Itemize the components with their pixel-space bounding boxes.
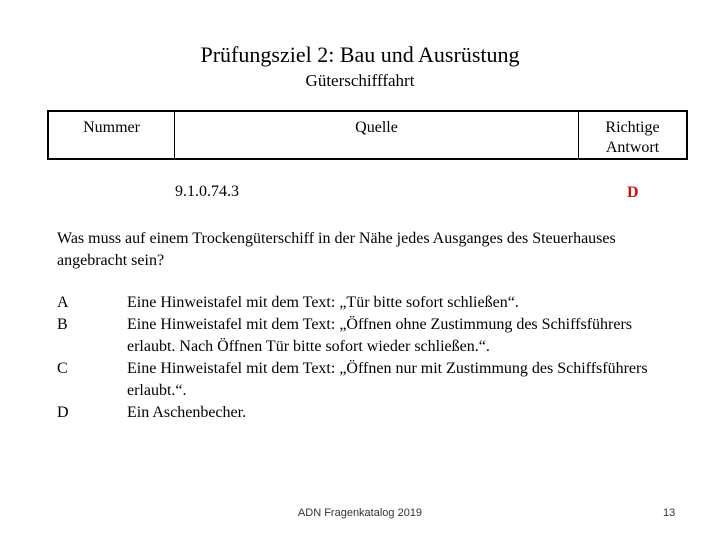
- page-title: Prüfungsziel 2: Bau und Ausrüstung: [200, 42, 520, 67]
- column-header-antwort-label: Richtige Antwort: [605, 119, 660, 156]
- column-header-quelle: Quelle: [175, 112, 579, 158]
- option-text: Ein Aschenbecher.: [127, 404, 247, 421]
- page-subtitle: Güterschifffahrt: [305, 71, 415, 90]
- question-number: 9.1.0.74.3: [175, 183, 239, 200]
- correct-answer: D: [627, 184, 639, 201]
- header-table: [47, 110, 688, 160]
- option-text: Eine Hinweistafel mit dem Text: „Öffnen ohne Zustimmung des Schiffsführers erlaubt. Nach Öffnen Tür bitte sofort wieder schließen.“.: [127, 316, 632, 355]
- column-header-nummer: Nummer: [49, 112, 175, 158]
- option-letter: A: [57, 294, 69, 311]
- column-header-richtige-antwort: [579, 112, 686, 158]
- option-letter: D: [57, 404, 69, 421]
- option-text: Eine Hinweistafel mit dem Text: „Tür bitte sofort schließen“.: [127, 294, 519, 311]
- option-letter: C: [57, 360, 68, 377]
- footer-source: ADN Fragenkatalog 2019: [297, 507, 423, 519]
- option-letter: B: [57, 316, 68, 333]
- page-number: 13: [663, 507, 676, 519]
- question-text: Was muss auf einem Trockengüterschiff in der Nähe jedes Ausganges des Steuerhauses angebracht sein?: [57, 230, 616, 269]
- option-text: Eine Hinweistafel mit dem Text: „Öffnen nur mit Zustimmung des Schiffsführers erlaubt.“.: [127, 360, 648, 399]
